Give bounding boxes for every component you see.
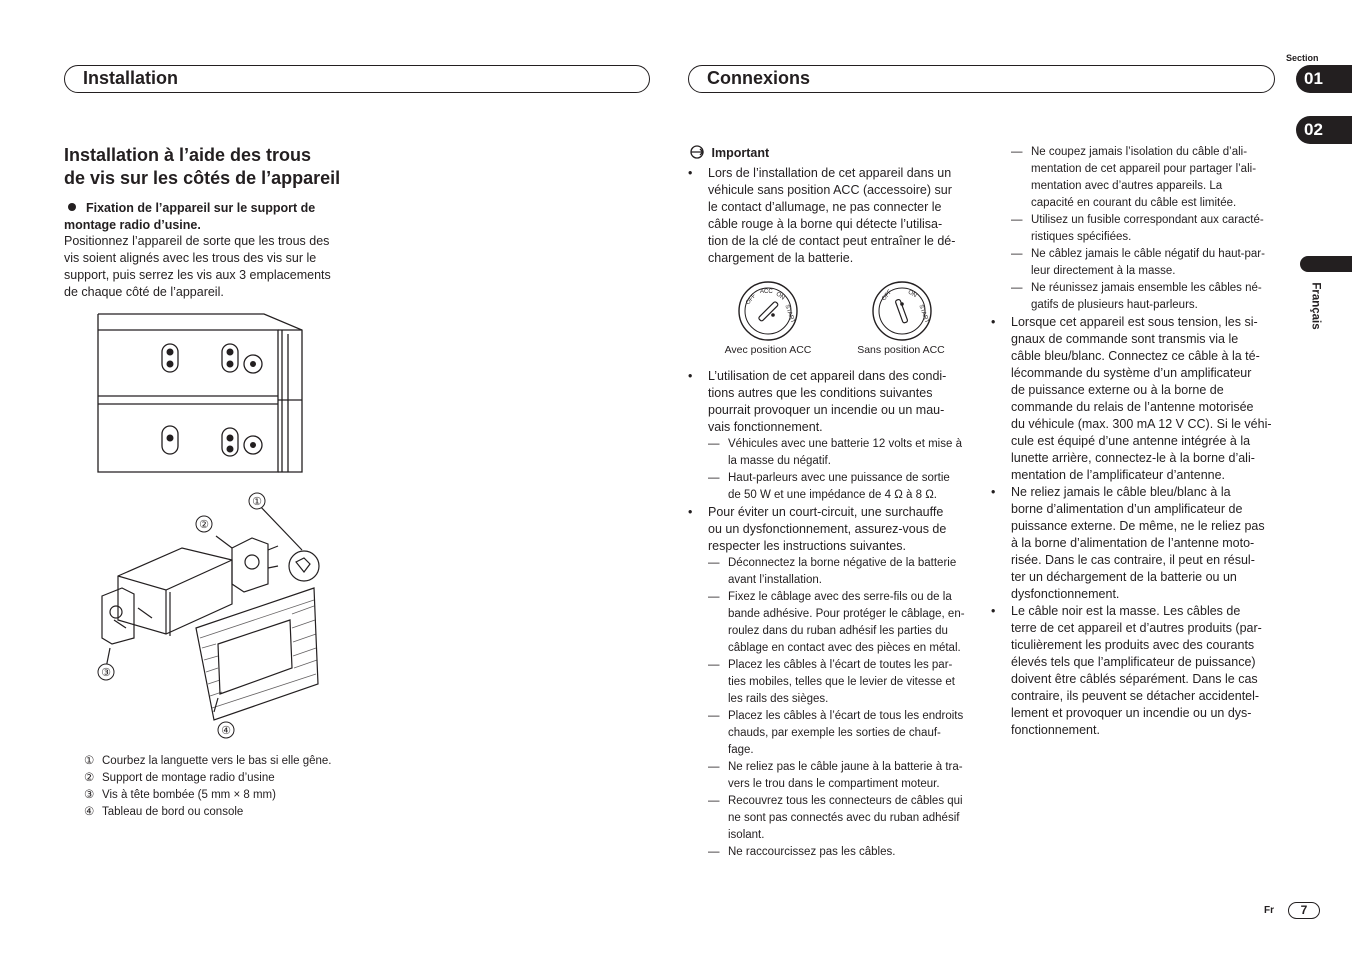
line: ne sont pas connectés avec du ruban adhésif (728, 812, 960, 824)
caption-number: ② (84, 772, 95, 784)
caption-number: ① (84, 755, 95, 767)
line: leur directement à la masse. (1031, 265, 1176, 277)
key-label-start: START (917, 304, 930, 325)
caption-number: ④ (84, 806, 95, 818)
heading-line: de vis sur les côtés de l’appareil (64, 168, 341, 188)
bullet-item (688, 368, 978, 436)
bullet-dot-icon (68, 203, 76, 211)
line: — Ne reliez pas le câble jaune à la batterie à tra- (728, 761, 963, 773)
dash-item (1011, 280, 1281, 314)
dash-item (708, 759, 978, 793)
connexions-column-1 (688, 145, 978, 267)
line: mentation de l’amplificateur d’antenne. (1011, 468, 1226, 482)
paragraph-line: support, puis serrez les vis aux 3 emplacements (64, 268, 331, 282)
line: lement et provoquer un incendie ou un dys- (1011, 706, 1252, 720)
paragraph-line: Positionnez l’appareil de sorte que les trous des (64, 234, 330, 248)
line: isolant. (728, 829, 765, 841)
figure-captions (84, 753, 332, 821)
bullet-list (991, 314, 1281, 739)
line: — Fixez le câblage avec des serre-fils ou de la (728, 591, 952, 603)
bullet-item (688, 165, 978, 267)
subheading (64, 200, 364, 234)
callout-4: ④ (221, 725, 231, 737)
installation-paragraph (64, 233, 364, 301)
line: le contact d’allumage, ne pas connecter le (708, 200, 942, 214)
line: borne d’alimentation d’un amplificateur de (1011, 502, 1243, 516)
subheading-line: montage radio d’usine. (64, 218, 201, 232)
ignition-acc-icon (736, 280, 800, 342)
line: — Déconnectez la borne négative de la batterie (728, 557, 957, 569)
section-tab-01[interactable]: 01 (1296, 65, 1352, 93)
dash-item (708, 436, 978, 470)
line: ter un déchargement de la batterie ou un (1011, 570, 1237, 584)
mounting-diagram (92, 488, 332, 742)
line: — Utilisez un fusible correspondant aux caracté- (1031, 214, 1264, 226)
page-number: 7 (1288, 902, 1320, 919)
line: capacité en courant du câble est limitée. (1031, 197, 1237, 209)
line: ristiques spécifiées. (1031, 231, 1132, 243)
line: — Ne coupez jamais l’isolation du câble d’ali- (1031, 146, 1248, 158)
line: puissance externe. De même, ne le reliez pas (1011, 519, 1265, 533)
line: — Véhicules avec une batterie 12 volts et mise à (728, 438, 962, 450)
line: gatifs de plusieurs haut-parleurs. (1031, 299, 1198, 311)
section-label: Section (1286, 53, 1319, 63)
line: fonctionnement. (1011, 723, 1100, 737)
dash-item (708, 793, 978, 844)
key-label-start: START (783, 304, 796, 325)
key-caption-no-acc: Sans position ACC (857, 344, 945, 356)
line: câble rouge à la borne qui détecte l’utilisa- (708, 217, 943, 231)
language-label: Français (1309, 282, 1322, 330)
caption-item (84, 804, 332, 821)
bullet-item (688, 504, 978, 555)
dash-item (1011, 246, 1281, 280)
line: vers le trou dans le compartiment moteur. (728, 778, 940, 790)
important-icon (688, 145, 708, 159)
bullet-item (991, 314, 1281, 484)
line: tion de la clé de contact peut entraîner le dé- (708, 234, 956, 248)
line: de 50 W et une impédance de 4 Ω à 8 Ω. (728, 489, 937, 501)
dash-list (1011, 144, 1281, 314)
important-label: Important (711, 146, 770, 160)
dash-list (708, 436, 978, 504)
line: • Pour éviter un court-circuit, une surchauffe (708, 505, 944, 519)
key-label-on: ON (906, 289, 918, 300)
line: câble bleu/blanc. Connectez ce câble à la té- (1011, 349, 1260, 363)
paragraph-line: vis soient alignés avec les trous des vis sur le (64, 251, 317, 265)
line: • Lorsque cet appareil est sous tension, les si- (1011, 315, 1258, 329)
line: roulez dans du ruban adhésif les parties du (728, 625, 948, 637)
line: lunette arrière, connectez-le à la borne d’ali- (1011, 451, 1255, 465)
line: ou un dysfonctionnement, assurez-vous de (708, 522, 947, 536)
line: gnaux de commande sont transmis via le (1011, 332, 1239, 346)
caption-item (84, 770, 332, 787)
caption-item (84, 787, 332, 804)
callout-2: ② (199, 519, 209, 531)
caption-number: ③ (84, 789, 95, 801)
line: — Ne réunissez jamais ensemble les câbles né- (1031, 282, 1262, 294)
language-tab (1300, 256, 1352, 272)
dash-item (1011, 212, 1281, 246)
line: • Ne reliez jamais le câble bleu/blanc à la (1011, 485, 1231, 499)
dash-item (708, 589, 978, 657)
connexions-header (688, 65, 1275, 93)
line: doivent être câblés séparément. Dans le cas (1011, 672, 1258, 686)
line: les rails des sièges. (728, 693, 829, 705)
line: — Ne raccourcissez pas les câbles. (728, 846, 896, 858)
key-label-on: ON (774, 291, 786, 302)
dash-item (708, 470, 978, 504)
caption-text: Vis à tête bombée (5 mm × 8 mm) (102, 789, 276, 801)
paragraph-line: de chaque côté de l’appareil. (64, 285, 224, 299)
line: — Placez les câbles à l’écart de toutes les par- (728, 659, 953, 671)
line: chauds, par exemple les sorties de chauf- (728, 727, 941, 739)
callout-3: ③ (101, 667, 111, 679)
line: risée. Dans le cas contraire, il peut en résul- (1011, 553, 1255, 567)
installation-heading (64, 144, 384, 190)
key-label-acc: ACC (760, 289, 773, 295)
line: — Haut-parleurs avec une puissance de sortie (728, 472, 950, 484)
line: pourrait provoquer un incendie ou un mau- (708, 403, 945, 417)
line: la masse du négatif. (728, 455, 831, 467)
connexions-column-1-lower (688, 368, 978, 861)
line: bande adhésive. Pour protéger le câblage, en- (728, 608, 965, 620)
connexions-column-2 (1011, 144, 1281, 739)
line: dysfonctionnement. (1011, 587, 1120, 601)
subheading-line: Fixation de l’appareil sur le support de (86, 201, 316, 215)
line: commande du relais de l’antenne motorisée (1011, 400, 1254, 414)
line: élevés tels que l’amplificateur de puissance) (1011, 655, 1256, 669)
line: du véhicule (max. 300 mA 12 V CC). Si le véhi- (1011, 417, 1272, 431)
installation-title: Installation (83, 68, 179, 88)
dash-item (708, 708, 978, 759)
dash-item (708, 844, 978, 861)
bullet-item (991, 603, 1281, 739)
line: fage. (728, 744, 754, 756)
ignition-no-acc-icon (870, 280, 934, 342)
line: — Placez les câbles à l’écart de tous les endroits (728, 710, 964, 722)
dash-item (708, 555, 978, 589)
line: mentation avec d’autres appareils. La (1031, 180, 1223, 192)
caption-text: Courbez la languette vers le bas si elle gêne. (102, 755, 332, 767)
connexions-title: Connexions (707, 68, 811, 88)
heading-line: Installation à l’aide des trous (64, 145, 312, 165)
bullet-item (991, 484, 1281, 603)
dash-item (1011, 144, 1281, 212)
line: à la borne d’alimentation de l’antenne moto- (1011, 536, 1255, 550)
line: contraire, ils peuvent se détacher accidentel- (1011, 689, 1260, 703)
side-holes-diagram (92, 308, 328, 478)
key-label-off: OFF (881, 289, 894, 303)
line: mentation de cet appareil pour partager l’ali- (1031, 163, 1257, 175)
callout-1: ① (252, 496, 262, 508)
key-label-off: OFF (745, 293, 758, 307)
line: — Recouvrez tous les connecteurs de câbles qui (728, 795, 963, 807)
line: cule est équipé d’une antenne intégrée à la (1011, 434, 1251, 448)
line: ties mobiles, telles que le levier de vitesse et (728, 676, 955, 688)
line: • Lors de l’installation de cet appareil dans un (708, 166, 952, 180)
caption-item (84, 753, 332, 770)
language-code: Fr (1264, 905, 1274, 916)
line: véhicule sans position ACC (accessoire) sur (708, 183, 952, 197)
dash-item (708, 657, 978, 708)
installation-header (64, 65, 650, 93)
line: vais fonctionnement. (708, 420, 823, 434)
caption-text: Tableau de bord ou console (102, 806, 244, 818)
line: terre de cet appareil et d’autres produits (par- (1011, 621, 1262, 635)
dash-list (708, 555, 978, 861)
important-heading (688, 145, 978, 165)
line: respecter les instructions suivantes. (708, 539, 907, 553)
key-caption-acc: Avec position ACC (724, 344, 812, 356)
line: câblage en contact avec des pièces en métal. (728, 642, 961, 654)
line: tions autres que les conditions suivantes (708, 386, 933, 400)
line: lécommande du système d’un amplificateur (1011, 366, 1252, 380)
line: ticulièrement les produits avec des courants (1011, 638, 1255, 652)
line: — Ne câblez jamais le câble négatif du haut-par- (1031, 248, 1265, 260)
line: de puissance externe ou à la borne de (1011, 383, 1224, 397)
line: chargement de la batterie. (708, 251, 854, 265)
line: avant l’installation. (728, 574, 822, 586)
section-tab-02[interactable]: 02 (1296, 116, 1352, 144)
caption-text: Support de montage radio d’usine (102, 772, 275, 784)
line: • L’utilisation de cet appareil dans des condi- (708, 369, 947, 383)
line: • Le câble noir est la masse. Les câbles de (1011, 604, 1241, 618)
